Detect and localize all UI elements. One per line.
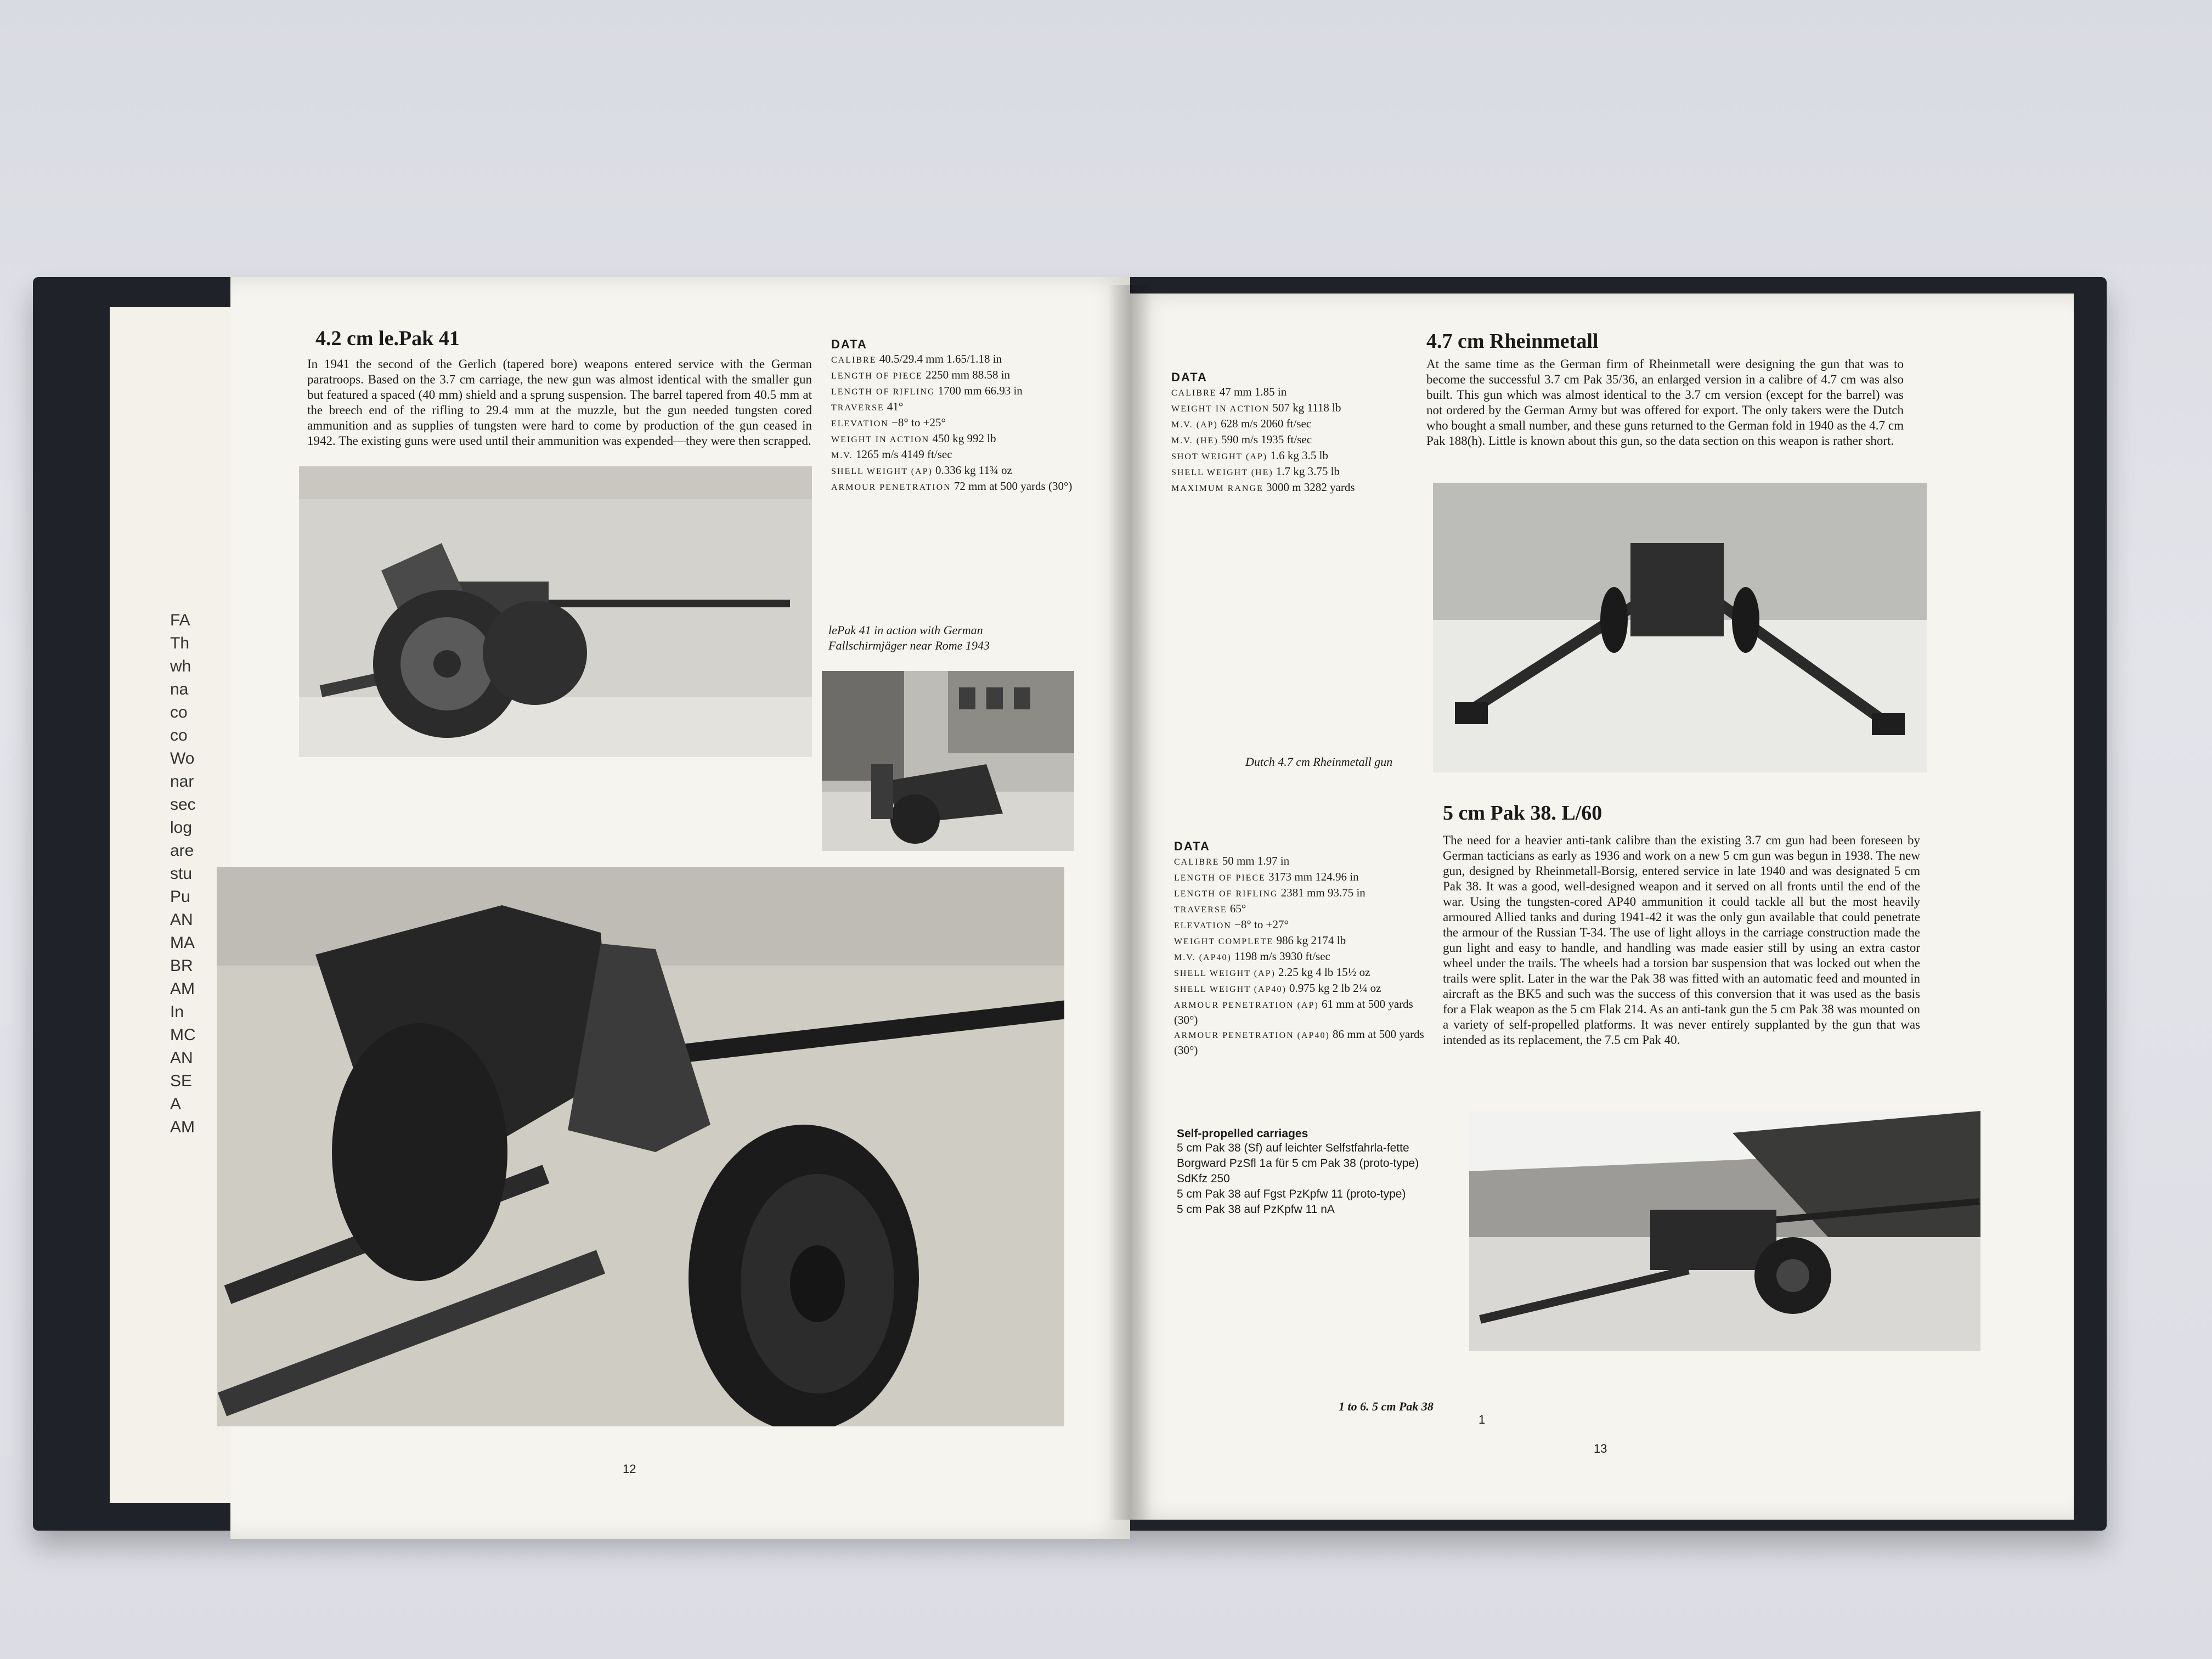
data-value: 1.7 kg 3.75 lb [1276,465,1340,478]
data-row [1174,854,1437,870]
data-row [1171,464,1413,480]
data-value: 2250 mm 88.58 in [926,368,1011,381]
data-row [1171,448,1413,464]
data-value: 1198 m/s 3930 ft/sec [1234,950,1330,963]
data-row [831,399,1084,415]
data-row [831,431,1084,447]
data-row [1174,1027,1437,1057]
data-row [1174,885,1437,901]
data-label: TRAVERSE [1174,905,1227,915]
right-data-top-title: DATA [1171,370,1207,384]
data-value: 590 m/s 1935 ft/sec [1221,433,1312,446]
data-row [1171,416,1413,432]
data-label: SHELL WEIGHT (HE) [1171,468,1273,477]
left-data-list [831,352,1084,495]
data-label: ELEVATION [831,419,889,428]
flap-line: co [170,703,188,721]
flap-line: co [170,726,188,744]
right-data-top-block [1171,370,1413,496]
left-caption: lePak 41 in action with German Fallschirmjäger near Rome 1943 [828,623,990,652]
flap-line: sec [170,795,196,814]
flap-line: BR [170,957,193,975]
data-value: 50 mm 1.97 in [1222,854,1290,867]
data-value: 2381 mm 93.75 in [1280,886,1365,899]
left-heading: 4.2 cm le.Pak 41 [315,327,460,350]
book-spine [1108,285,1152,1520]
flap-line: AN [170,1049,193,1067]
data-value: 40.5/29.4 mm 1.65/1.18 in [879,352,1002,365]
photo-number: 1 [1479,1413,1486,1426]
right-data-bottom-list [1174,854,1437,1057]
flap-line: A [170,1095,182,1113]
data-value: 65° [1229,902,1246,915]
data-row [831,463,1084,479]
data-value: 450 kg 992 lb [932,432,996,445]
data-value: 0.975 kg 2 lb 2¼ oz [1289,981,1381,995]
data-row [831,383,1084,399]
self-propelled-item: 5 cm Pak 38 auf Fgst PzKpfw 11 (proto-type) [1177,1188,1406,1200]
flap-line: In [170,1003,184,1021]
flap-line: SE [170,1072,193,1090]
flap-line: wh [170,657,191,675]
data-value: 986 kg 2174 lb [1276,934,1346,947]
data-value: 1700 mm 66.93 in [938,384,1023,397]
data-row [831,368,1084,383]
data-row [1174,870,1437,885]
flap-line: nar [170,772,194,791]
flap-line: FA [170,611,190,629]
data-label: LENGTH OF RIFLING [831,387,935,397]
photo-lepak41-rome [822,671,1074,851]
data-row [1174,949,1437,965]
right-data-bottom-block [1174,839,1437,1057]
data-row [831,415,1084,431]
data-row [1174,997,1437,1027]
data-row [1171,432,1413,448]
left-body: In 1941 the second of the Gerlich (tapered bore) weapons entered service with the German paratroops. Based on the 3.7 cm carriage, the new gun was almost identical with the smaller gun but featured a spaced (40 mm) shield and a sprung suspension. The barrel tapered from 40.5 mm at the breech end of the rifling to 29.4 mm at the muzzle, but the gun needed tungsten cored ammunition and as supplies of tungsten were hard to come by production of the gun ceased in 1942. The existing guns were used until their ammunition was expended—they were then scrapped. [307,357,812,448]
data-row [1174,917,1437,933]
data-row [1174,901,1437,917]
self-propelled-item: 5 cm Pak 38 auf PzKpfw 11 nA [1177,1203,1335,1216]
right-heading-top: 4.7 cm Rheinmetall [1426,330,1599,353]
data-row [1174,981,1437,997]
data-value: 61 mm at 500 yards (30°) [1174,997,1413,1026]
flap-line: log [170,819,193,837]
data-value: 3000 m 3282 yards [1266,481,1355,494]
data-label: M.V. (AP40) [1174,953,1232,962]
data-label: SHELL WEIGHT (AP) [831,467,933,476]
data-value: 2.25 kg 4 lb 15½ oz [1278,966,1370,979]
data-label: LENGTH OF RIFLING [1174,889,1278,899]
left-page-number: 12 [623,1462,636,1476]
right-data-top-list [1171,385,1413,496]
data-label: M.V. (HE) [1171,436,1218,445]
data-label: WEIGHT COMPLETE [1174,937,1274,946]
self-propelled-title: Self-propelled carriages [1177,1127,1308,1140]
data-value: 86 mm at 500 yards (30°) [1174,1028,1424,1057]
photo-lepak41-side [299,466,812,757]
right-heading-bottom: 5 cm Pak 38. L/60 [1443,802,1602,825]
data-label: LENGTH OF PIECE [831,371,923,381]
flap-line: Wo [170,749,195,768]
data-label: WEIGHT IN ACTION [831,435,930,444]
flap-line: na [170,680,189,698]
data-row [831,479,1084,495]
right-caption-bottom: 1 to 6. 5 cm Pak 38 [1339,1400,1434,1413]
data-label: SHELL WEIGHT (AP40) [1174,985,1286,994]
flap-line: are [170,842,194,860]
photo-lepak41-closeup [217,867,1064,1426]
data-label: LENGTH OF PIECE [1174,873,1266,883]
data-value: 0.336 kg 11¾ oz [935,464,1012,477]
photo-rheinmetall-gun [1433,483,1927,772]
data-value: 628 m/s 2060 ft/sec [1221,417,1312,430]
data-row [831,352,1084,368]
data-value: −8° to +27° [1234,918,1289,931]
data-value: 1265 m/s 4149 ft/sec [855,448,952,461]
flap-line: MC [170,1026,196,1044]
left-data-title: DATA [831,337,867,351]
self-propelled-item: 5 cm Pak 38 (Sf) auf leichter Selfstfahrla-fette [1177,1142,1409,1154]
data-label: ARMOUR PENETRATION (AP40) [1174,1031,1330,1040]
self-propelled-block [1177,1127,1435,1217]
flap-line: Pu [170,888,190,906]
self-propelled-item: Borgward PzSfl 1a für 5 cm Pak 38 (proto-type) [1177,1157,1419,1170]
data-label: WEIGHT IN ACTION [1171,404,1270,414]
right-body-top: At the same time as the German firm of Rheinmetall were designing the gun that was to become the successful 3.7 cm Pak 35/36, an enlarged version in a calibre of 4.7 cm was also built. This gun which was almost identical to the 3.7 cm version (except for the barrel) was not ordered by the German Army but was offered for export. The only takers were the Dutch who bought a small number, and these guns returned to the German fold in 1940 as the 4.7 cm Pak 188(h). Little is known about this gun, so the data section on this weapon is rather short. [1426,357,1904,448]
data-label: SHOT WEIGHT (AP) [1171,452,1268,461]
data-value: 507 kg 1118 lb [1272,401,1341,414]
photo-pak38 [1469,1111,1980,1351]
data-row [1174,965,1437,981]
data-label: ELEVATION [1174,921,1232,930]
data-row [1174,933,1437,949]
flap-line: AM [170,980,195,998]
data-label: CALIBRE [831,356,877,365]
flap-line: stu [170,865,193,883]
data-value: −8° to +25° [891,416,946,429]
right-data-bottom-title: DATA [1174,839,1210,853]
right-page-number: 13 [1594,1442,1607,1455]
data-label: CALIBRE [1174,857,1220,867]
self-propelled-list [1177,1141,1435,1217]
data-label: M.V. (AP) [1171,420,1218,430]
data-value: 3173 mm 124.96 in [1268,870,1359,883]
data-value: 1.6 kg 3.5 lb [1270,449,1328,462]
data-label: ARMOUR PENETRATION [831,483,951,492]
data-value: 72 mm at 500 yards (30°) [953,479,1073,493]
right-body-bottom: The need for a heavier anti-tank calibre than the existing 3.7 cm gun had been foreseen by German tacticians as early as 1936 and work on a new 5 cm gun was begun in 1938. The new gun, designed by Rheinmetall-Borsig, entered service in late 1940 and was designated 5 cm Pak 38. It was a good, well-designed weapon and it served on all fronts until the end of the war. Using the tungsten-cored AP40 ammunition it could tackle all but the most heavily armoured Allied tanks and during 1941-42 it was the only gun available that could penetrate the armour of the Russian T-34. The use of light alloys in the carriage construction made the gun light and easy to handle, and handling was made easier still by using an extra castor wheel under the trails. The wheels had a torsion bar suspension that was locked out when the trails were split. Later in the war the Pak 38 was fitted with an automatic feed and mounted in aircraft as the BK5 and such was the success of this conversion that it was used as the basis for a Flak weapon as the 5 cm Flak 214. As an anti-tank gun the 5 cm Pak 38 was mounted on a variety of self-propelled platforms. It was never entirely supplanted by the gun that was intended as its replacement, the 7.5 cm Pak 40. [1443,833,1920,1047]
flap-line: AM [170,1118,195,1136]
left-data-block [831,337,1084,495]
data-row [831,447,1084,463]
data-label: ARMOUR PENETRATION (AP) [1174,1001,1319,1010]
data-label: M.V. [831,451,853,460]
flap-line: MA [170,934,195,952]
data-row [1171,480,1413,496]
flap-line: AN [170,911,193,929]
data-value: 41° [887,400,904,413]
data-value: 47 mm 1.85 in [1219,385,1287,398]
flap-line: Th [170,634,190,652]
data-label: CALIBRE [1171,388,1217,398]
data-row [1171,385,1413,400]
right-caption-top: Dutch 4.7 cm Rheinmetall gun [1245,755,1393,769]
data-label: MAXIMUM RANGE [1171,484,1263,493]
data-label: SHELL WEIGHT (AP) [1174,969,1276,978]
self-propelled-item: SdKfz 250 [1177,1172,1230,1185]
data-label: TRAVERSE [831,403,884,413]
data-row [1171,400,1413,416]
